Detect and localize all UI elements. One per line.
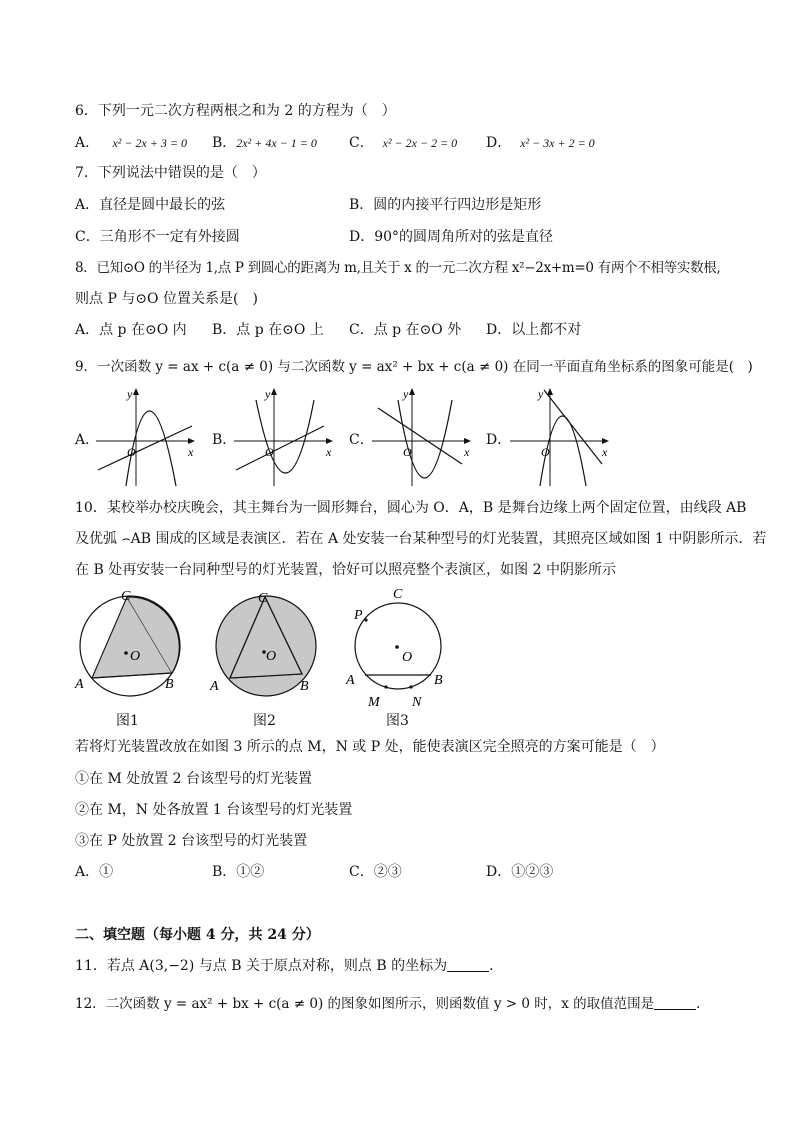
origin-label: O [127, 445, 136, 459]
x-label: x [602, 445, 608, 459]
caption-figure-1: 图1 [116, 713, 139, 729]
q10-line4: 若将灯光装置改放在如图 3 所示的点 M，N 或 P 处，能使表演区完全照亮的方案可能是（ ） [75, 739, 665, 755]
svg-text:N: N [412, 695, 422, 710]
q10-line2: 及优弧 ⌢AB 围成的区域是表演区．若在 A 处安装一台某种型号的灯光装置，其照亮区域如图 1 中阴影所示．若 [75, 531, 767, 547]
q8-option-b: B．点 p 在⊙O 上 [212, 322, 324, 338]
caption-figure-2: 图2 [253, 713, 276, 729]
center-point [395, 645, 399, 649]
q9-option-d-label: D． [486, 432, 512, 448]
q7-option-d: D．90°的圆周角所对的弦是直径 [349, 229, 554, 245]
q6-option-d: D． x² − 3x + 2 = 0 [486, 135, 595, 151]
q10-scheme-3: ③在 P 处放置 2 台该型号的灯光装置 [75, 833, 308, 849]
point-n [409, 685, 412, 688]
q10-option-a: A．① [75, 864, 114, 880]
svg-text:A: A [210, 679, 219, 694]
point-p [364, 618, 367, 621]
svg-text:O: O [130, 649, 141, 664]
q6-option-c: C． x² − 2x − 2 = 0 [349, 135, 458, 151]
svg-text:B: B [165, 677, 174, 692]
y-label: y [127, 387, 133, 401]
svg-text:M: M [368, 695, 380, 710]
svg-text:C: C [121, 589, 131, 604]
q9-graph-c [372, 386, 476, 488]
q6-option-a: A． x² − 2x + 3 = 0 [75, 135, 188, 151]
q8-option-d: D．以上都不对 [486, 322, 582, 338]
q6-option-b: B．2x² + 4x − 1 = 0 [212, 135, 317, 151]
svg-text:B: B [300, 679, 309, 694]
q9-stem: 9．一次函数 y = ax + c(a ≠ 0) 与二次函数 y = ax² + bx + c(a ≠ 0) 在同一平面直角坐标系的图象可能是( ) [75, 359, 753, 375]
q7-option-c: C．三角形不一定有外接圆 [75, 229, 240, 245]
x-label: x [326, 445, 332, 459]
svg-text:O: O [402, 650, 413, 665]
svg-text:C: C [393, 587, 403, 602]
q10-line1: 10．某校举办校庆晚会，其主舞台为一圆形舞台，圆心为 O．A，B 是舞台边缘上两个固定位置，由线段 AB [75, 500, 747, 516]
q10-figure-3 [346, 584, 456, 708]
q7-option-a: A．直径是圆中最长的弦 [75, 197, 226, 213]
svg-text:P: P [354, 608, 363, 623]
q7-option-b: B．圆的内接平行四边形是矩形 [349, 197, 542, 213]
x-label: x [464, 445, 470, 459]
q10-scheme-2: ②在 M，N 处各放置 1 台该型号的灯光装置 [75, 802, 353, 818]
q10-option-c: C．②③ [349, 864, 402, 880]
origin-label: O [541, 445, 550, 459]
origin-label: O [265, 445, 274, 459]
origin-label: O [403, 445, 412, 459]
x-label: x [188, 445, 194, 459]
line [236, 426, 324, 470]
q10-option-b: B．①② [212, 864, 265, 880]
point-m [384, 685, 387, 688]
y-label: y [403, 387, 409, 401]
q9-graph-a [96, 386, 200, 488]
q11: 11．若点 A(3,−2) 与点 B 关于原点对称，则点 B 的坐标为 ． [75, 958, 504, 974]
y-label: y [538, 387, 544, 401]
line [98, 426, 192, 470]
q6-stem: 6．下列一元二次方程两根之和为 2 的方程为（ ） [75, 103, 396, 119]
line [544, 390, 602, 464]
q8-option-c: C．点 p 在⊙O 外 [349, 322, 462, 338]
svg-text:B: B [434, 673, 443, 688]
q11-answer-blank[interactable] [447, 957, 489, 972]
y-label: y [265, 387, 271, 401]
svg-text:A: A [75, 677, 84, 692]
svg-text:C: C [258, 591, 268, 606]
q8-line1: 8．已知⊙O 的半径为 1,点 P 到圆心的距离为 m,且关于 x 的一元二次方程 x²−2x+m=0 有两个不相等实数根, [75, 260, 721, 276]
q9-option-a-label: A． [75, 432, 100, 448]
svg-text:O: O [266, 649, 277, 664]
q10-figure-1 [70, 588, 190, 700]
q12-answer-blank[interactable] [654, 995, 696, 1010]
q10-line3: 在 B 处再安装一台同种型号的灯光装置，恰好可以照亮整个表演区，如图 2 中阴影所示 [75, 562, 616, 578]
q12: 12．二次函数 y = ax² + bx + c(a ≠ 0) 的图象如图所示，则函数值 y > 0 时，x 的取值范围是 ． [75, 996, 710, 1012]
q10-scheme-1: ①在 M 处放置 2 台该型号的灯光装置 [75, 771, 313, 787]
q7-stem: 7．下列说法中错误的是（ ） [75, 165, 266, 181]
q9-option-b-label: B． [212, 432, 237, 448]
svg-text:A: A [346, 673, 355, 688]
section-heading: 二、填空题（每小题 4 分，共 24 分） [75, 927, 320, 943]
q9-graph-b [234, 386, 338, 488]
parabola [256, 400, 314, 473]
q9-graph-d [510, 386, 614, 488]
q8-line2: 则点 P 与⊙O 位置关系是( ) [75, 291, 258, 307]
q8-option-a: A．点 p 在⊙O 内 [75, 322, 187, 338]
q10-option-d: D．①②③ [486, 864, 554, 880]
center-point [124, 651, 128, 655]
q9-option-c-label: C． [349, 432, 374, 448]
q10-figure-2 [208, 588, 328, 700]
caption-figure-3: 图3 [386, 713, 409, 729]
